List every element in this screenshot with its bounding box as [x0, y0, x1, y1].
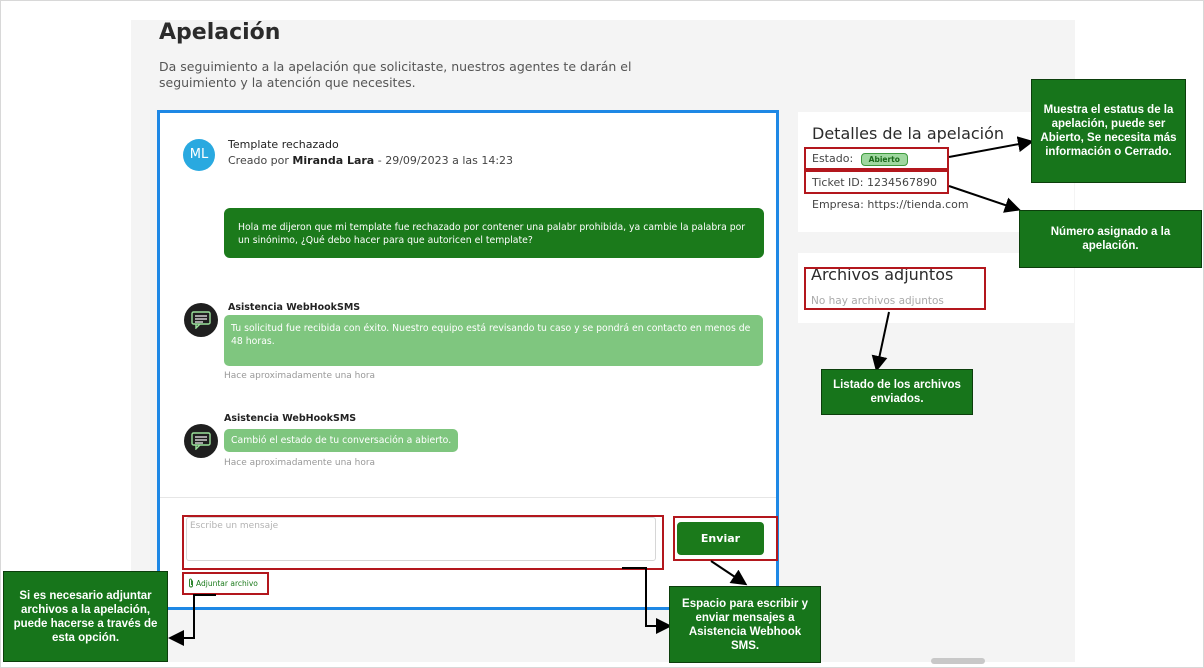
- user-message: Hola me dijeron que mi template fue rechazado por contener una palabr prohibida, ya cambie la palabra por un sinónimo, ¿Qué debo hacer para que autoricen el template?: [224, 208, 764, 258]
- bot-message: Cambió el estado de tu conversación a abierto.: [224, 429, 458, 452]
- ticket-author: Miranda Lara: [292, 154, 375, 167]
- details-title: Detalles de la apelación: [812, 124, 1005, 143]
- attachments-empty-text: No hay archivos adjuntos: [811, 295, 944, 307]
- ticket-title: Template rechazado: [228, 138, 339, 151]
- bot-sender-name: Asistencia WebHookSMS: [228, 302, 361, 313]
- callout-ticket-id: Número asignado a la apelación.: [1019, 210, 1202, 268]
- created-prefix: Creado por: [228, 154, 293, 167]
- callout-status: Muestra el estatus de la apelación, puede ser Abierto, Se necesita más información o Cerrado.: [1031, 79, 1186, 183]
- attach-file-label: Adjuntar archivo: [196, 578, 258, 588]
- message-time: Hace aproximadamente una hora: [224, 458, 376, 468]
- send-button[interactable]: Enviar: [677, 522, 764, 555]
- company-label: Empresa:: [812, 198, 864, 211]
- status-label: Estado:: [812, 152, 854, 165]
- callout-compose: Espacio para escribir y enviar mensajes a Asistencia Webhook SMS.: [669, 586, 821, 663]
- bot-sender-name: Asistencia WebHookSMS: [224, 413, 357, 424]
- callout-attach: Si es necesario adjuntar archivos a la apelación, puede hacerse a través de esta opción.: [3, 571, 168, 662]
- company-value: https://tienda.com: [867, 198, 969, 211]
- attachments-title: Archivos adjuntos: [811, 265, 954, 284]
- ticket-id-label: Ticket ID:: [812, 176, 864, 189]
- page-title: Apelación: [159, 20, 281, 45]
- callout-files: Listado de los archivos enviados.: [821, 369, 973, 415]
- user-avatar: ML: [183, 139, 215, 171]
- page-subtitle: Da seguimiento a la apelación que solicitaste, nuestros agentes te darán el seguimiento y la atención que necesites.: [159, 59, 632, 90]
- status-badge: Abierto: [861, 153, 908, 166]
- bot-message: Tu solicitud fue recibida con éxito. Nuestro equipo está revisando tu caso y se pondrá en contacto en menos de 48 horas.: [224, 315, 763, 366]
- created-date: - 29/09/2023 a las 14:23: [374, 154, 514, 167]
- message-time: Hace aproximadamente una hora: [224, 371, 376, 381]
- scrollbar-thumb[interactable]: [931, 658, 985, 664]
- ticket-id-value: 1234567890: [866, 176, 937, 189]
